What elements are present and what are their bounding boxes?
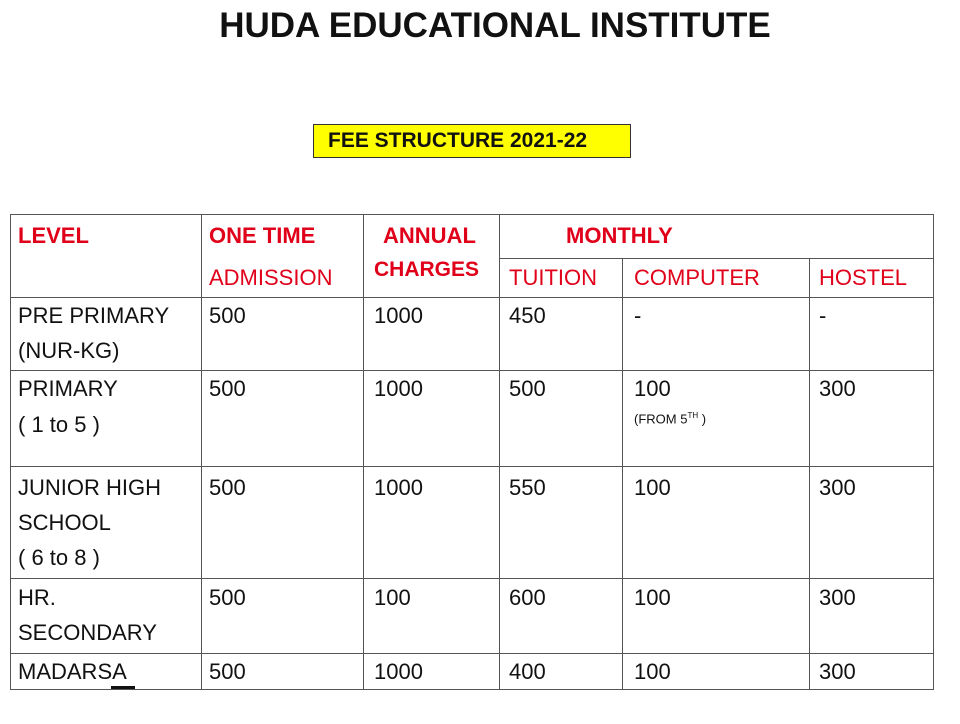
row2-computer: 100 <box>634 376 671 401</box>
row1-annual: 1000 <box>374 303 423 328</box>
col-divider-4 <box>622 258 623 690</box>
row1-level-line2: (NUR-KG) <box>18 338 120 363</box>
row3-tuition: 550 <box>509 475 546 500</box>
row4-annual: 100 <box>374 585 411 610</box>
header-admission: ADMISSION <box>209 265 333 290</box>
row3-level-line1: JUNIOR HIGH <box>18 475 161 500</box>
row3-annual: 1000 <box>374 475 423 500</box>
header-annual: ANNUAL <box>383 223 476 248</box>
row-divider-1 <box>10 370 934 371</box>
row-divider-2 <box>10 466 934 467</box>
header-one-time: ONE TIME <box>209 223 316 248</box>
row1-hostel: - <box>819 303 827 328</box>
row2-tuition: 500 <box>509 376 546 401</box>
header-hostel: HOSTEL <box>819 265 908 290</box>
header-level: LEVEL <box>18 223 89 248</box>
fee-structure-heading: FEE STRUCTURE 2021-22 <box>313 124 631 158</box>
row3-level-line3: ( 6 to 8 ) <box>18 545 100 570</box>
row-divider-4 <box>10 653 934 654</box>
row4-level-line1: HR. <box>18 585 56 610</box>
row2-computer-note-text: (FROM 5 <box>634 411 688 427</box>
table-border-top <box>10 214 934 215</box>
row1-tuition: 450 <box>509 303 546 328</box>
row5-admission: 500 <box>209 659 246 684</box>
row5-tuition: 400 <box>509 659 546 684</box>
row4-computer: 100 <box>634 585 671 610</box>
cursor-underline-mark <box>111 686 135 689</box>
row2-computer-note <box>634 411 706 426</box>
col-divider-2 <box>363 214 364 690</box>
row2-hostel: 300 <box>819 376 856 401</box>
table-border-left <box>10 214 11 690</box>
table-border-bottom <box>10 689 934 690</box>
header-tuition: TUITION <box>509 265 597 290</box>
col-divider-5 <box>809 258 810 690</box>
row3-hostel: 300 <box>819 475 856 500</box>
row5-computer: 100 <box>634 659 671 684</box>
row4-hostel: 300 <box>819 585 856 610</box>
row1-admission: 500 <box>209 303 246 328</box>
row2-level-line1: PRIMARY <box>18 376 118 401</box>
row2-annual: 1000 <box>374 376 423 401</box>
row2-admission: 500 <box>209 376 246 401</box>
header-monthly: MONTHLY <box>566 223 673 248</box>
row4-admission: 500 <box>209 585 246 610</box>
header-charges: CHARGES <box>374 258 480 281</box>
row3-admission: 500 <box>209 475 246 500</box>
monthly-header-divider <box>499 258 934 259</box>
row-divider-3 <box>10 578 934 579</box>
fee-table <box>10 214 934 690</box>
header-computer: COMPUTER <box>634 265 760 290</box>
row2-computer-note-sup: TH <box>687 411 699 420</box>
table-border-right <box>933 214 934 690</box>
col-divider-1 <box>201 214 202 690</box>
row5-hostel: 300 <box>819 659 856 684</box>
page-title: HUDA EDUCATIONAL INSTITUTE <box>219 6 771 45</box>
row1-computer: - <box>634 303 642 328</box>
row3-level-line2: SCHOOL <box>18 510 111 535</box>
row4-level-line2: SECONDARY <box>18 620 157 645</box>
row5-level-line1: MADARSA <box>18 659 127 684</box>
row1-level-line1: PRE PRIMARY <box>18 303 170 328</box>
col-divider-3 <box>499 214 500 690</box>
row2-level-line2: ( 1 to 5 ) <box>18 412 100 437</box>
row4-tuition: 600 <box>509 585 546 610</box>
row2-computer-note-end: ) <box>698 411 707 427</box>
row5-annual: 1000 <box>374 659 423 684</box>
row3-computer: 100 <box>634 475 671 500</box>
